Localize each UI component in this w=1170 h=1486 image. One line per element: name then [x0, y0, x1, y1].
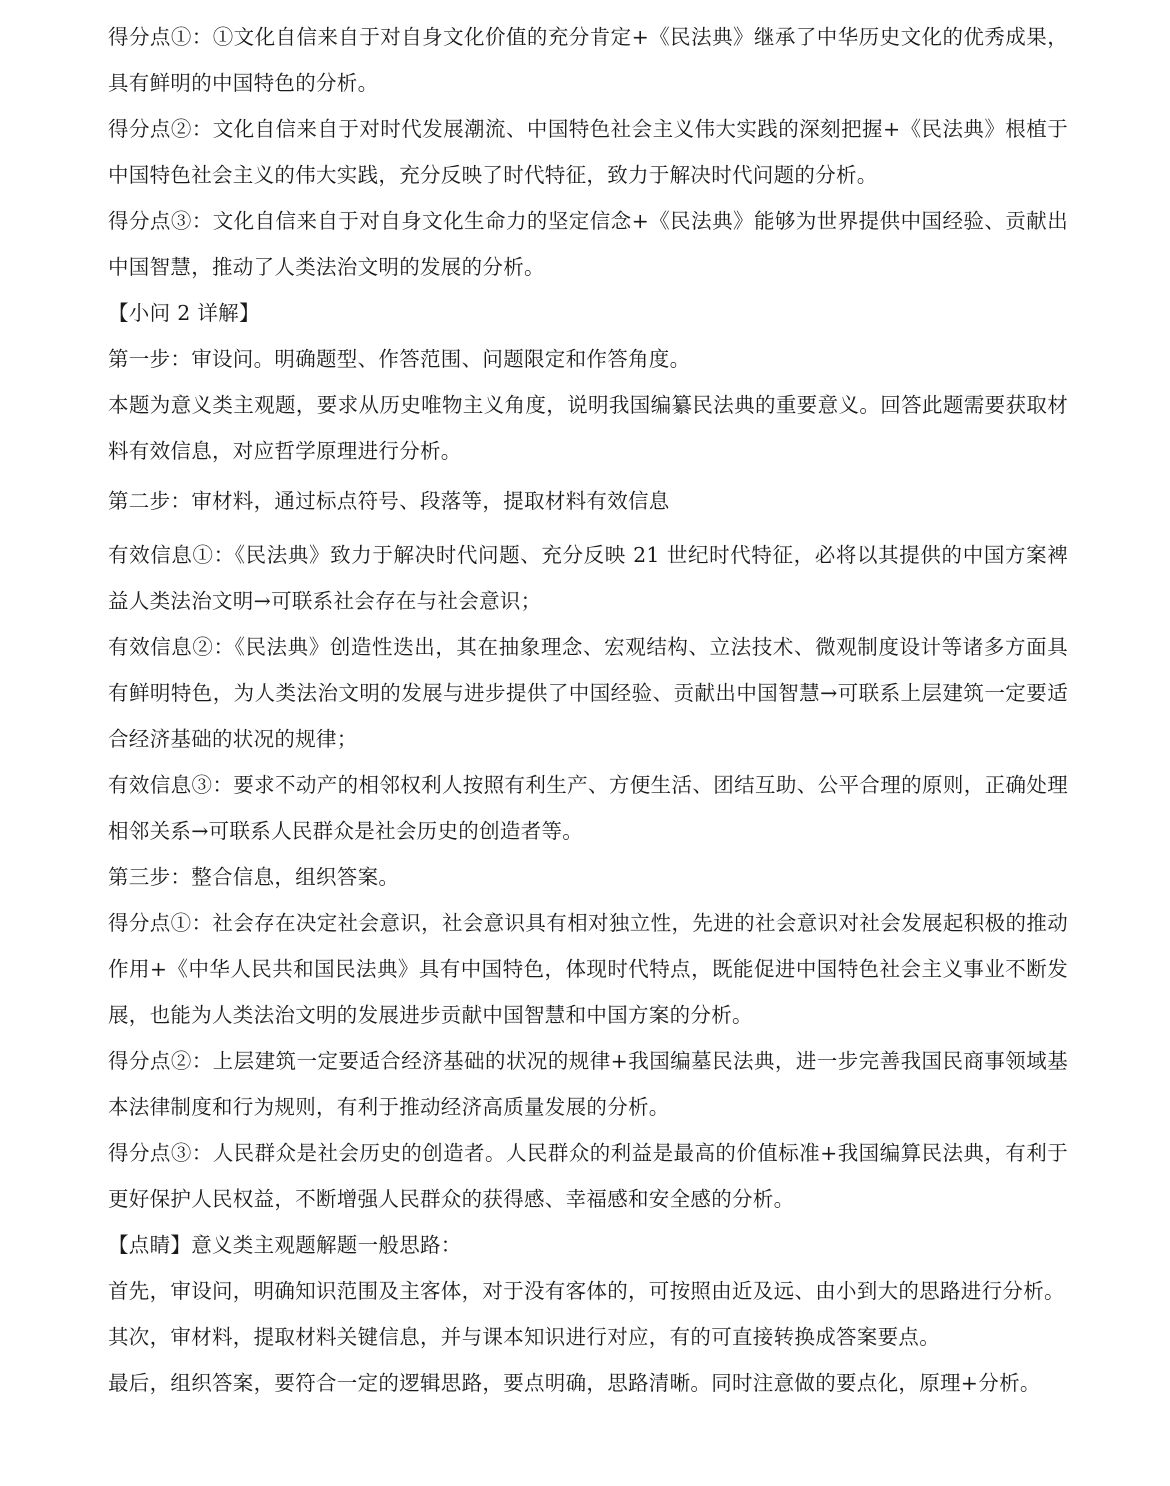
- step-2: 第二步：审材料，通过标点符号、段落等，提取材料有效信息: [108, 489, 670, 513]
- step-1: 第一步：审设问。明确题型、作答范围、问题限定和作答角度。: [108, 347, 691, 371]
- effective-info-1: 有效信息①：《民法典》致力于解决时代问题、充分反映 21 世纪时代特征，必将以其提供的中国方案裨益人类法治文明→可联系社会存在与社会意识；: [108, 543, 1068, 613]
- tip-first: 首先，审设问，明确知识范围及主客体，对于没有客体的，可按照由近及远、由小到大的思路进行分析。: [108, 1279, 1065, 1303]
- document-page: [108, 14, 1068, 1406]
- tip-last: 最后，组织答案，要符合一定的逻辑思路，要点明确，思路清晰。同时注意做的要点化，原理+分析。: [108, 1371, 1041, 1395]
- effective-info-2: 有效信息②：《民法典》创造性迭出，其在抽象理念、宏观结构、立法技术、微观制度设计等诸多方面具有鲜明特色，为人类法治文明的发展与进步提供了中国经验、贡献出中国智慧→可联系上层建筑一定要适合经济基础的状况的规律；: [108, 635, 1068, 751]
- tips-heading: 【点睛】意义类主观题解题一般思路：: [108, 1233, 462, 1257]
- score-point-1-history: 得分点①：社会存在决定社会意识，社会意识具有相对独立性，先进的社会意识对社会发展起积极的推动作用+《中华人民共和国民法典》具有中国特色，体现时代特点，既能促进中国特色社会主义事业不断发展，也能为人类法治文明的发展进步贡献中国智慧和中国方案的分析。: [108, 911, 1068, 1027]
- effective-info-3: 有效信息③：要求不动产的相邻权利人按照有利生产、方便生活、团结互助、公平合理的原则，正确处理相邻关系→可联系人民群众是社会历史的创造者等。: [108, 773, 1068, 843]
- subquestion-2-heading: 【小问 2 详解】: [108, 301, 260, 325]
- step-3: 第三步：整合信息，组织答案。: [108, 865, 400, 889]
- score-point-3-culture: 得分点③：文化自信来自于对自身文化生命力的坚定信念+《民法典》能够为世界提供中国经验、贡献出中国智慧，推动了人类法治文明的发展的分析。: [108, 209, 1068, 279]
- tip-second: 其次，审材料，提取材料关键信息，并与课本知识进行对应，有的可直接转换成答案要点。: [108, 1325, 940, 1349]
- score-point-2-culture: 得分点②：文化自信来自于对时代发展潮流、中国特色社会主义伟大实践的深刻把握+《民法典》根植于中国特色社会主义的伟大实践，充分反映了时代特征，致力于解决时代问题的分析。: [108, 117, 1068, 187]
- score-point-2-history: 得分点②：上层建筑一定要适合经济基础的状况的规律+我国编墓民法典，进一步完善我国民商事领域基本法律制度和行为规则，有利于推动经济高质量发展的分析。: [108, 1049, 1068, 1119]
- score-point-3-history: 得分点③：人民群众是社会历史的创造者。人民群众的利益是最高的价值标准+我国编算民法典，有利于更好保护人民权益，不断增强人民群众的获得感、幸福感和安全感的分析。: [108, 1141, 1068, 1211]
- question-type-description: 本题为意义类主观题，要求从历史唯物主义角度，说明我国编纂民法典的重要意义。回答此题需要获取材料有效信息，对应哲学原理进行分析。: [108, 393, 1068, 463]
- score-point-1-culture: 得分点①：①文化自信来自于对自身文化价值的充分肯定+《民法典》继承了中华历史文化的优秀成果，具有鲜明的中国特色的分析。: [108, 25, 1068, 95]
